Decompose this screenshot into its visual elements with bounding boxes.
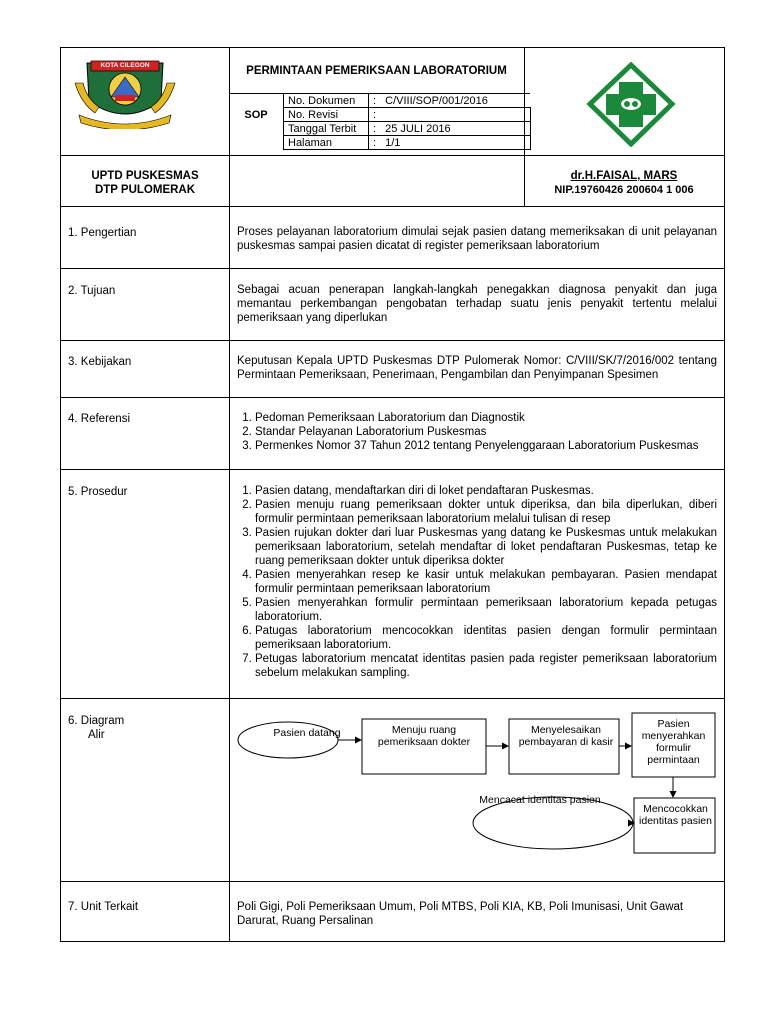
meta-row xyxy=(284,94,531,108)
sop-label: SOP xyxy=(244,109,268,121)
meta-value-cell xyxy=(369,94,531,108)
flow-node-menuju-ruang: Menuju ruang pemeriksaan dokter xyxy=(377,724,471,748)
org-name-line1: UPTD PUSKESMAS xyxy=(91,170,199,182)
meta-row xyxy=(284,108,531,122)
signer-name: dr.H.FAISAL, MARS xyxy=(570,170,678,182)
header-end-divider xyxy=(61,206,724,207)
row-divider xyxy=(61,469,724,470)
meta-label: No. Revisi xyxy=(284,108,369,122)
list-item: 3. Pasien rujukan dokter dari luar Puskesmas yang datang ke Puskesmas untuk melakukan pemeriksaan laboratorium, setelah mendaftar di loket pendaftaran Puskesmas, tetap ke ruang pemeriksaan dokter untuk diperiksa dokter xyxy=(255,526,717,568)
meta-row xyxy=(284,136,531,150)
meta-value: C/VIII/SOP/001/2016 xyxy=(385,94,488,107)
list-item: 3. Permenkes Nomor 37 Tahun 2012 tentang Penyelenggaraan Laboratorium Puskesmas xyxy=(255,439,717,453)
cilegon-logo-caption: KOTA CILEGON xyxy=(100,62,150,69)
section-label-referensi: 4. Referensi xyxy=(68,413,131,425)
row-divider xyxy=(61,397,724,398)
meta-value: 25 JULI 2016 xyxy=(385,122,451,135)
section-label-pengertian: 1. Pengertian xyxy=(68,227,137,239)
document-meta-table xyxy=(283,93,531,150)
meta-value xyxy=(376,109,382,121)
meta-sep: : xyxy=(373,94,377,107)
section-text-tujuan: Sebagai acuan penerapan langkah-langkah penegakkan diagnosa penyakit dan juga memantau perkembangan pengobatan terhadap suatu jenis penyakit tertentu melalui pemeriksaan yang diperlukan xyxy=(237,284,717,324)
list-item: 2. Standar Pelayanan Laboratorium Puskesmas xyxy=(255,425,717,439)
list-item: 7. Petugas laboratorium mencatat identitas pasien pada register pemeriksaan laboratorium sebelum melakukan sampling. xyxy=(255,652,717,680)
meta-label: Halaman xyxy=(284,136,369,150)
list-item: 6. Patugas laboratorium mencocokkan identitas pasien dengan formulir permintaan pemeriksaan laboratorium. xyxy=(255,624,717,652)
meta-sep: : xyxy=(373,108,377,121)
section-label-kebijakan: 3. Kebijakan xyxy=(68,356,132,368)
list-item: 1. Pasien datang, mendaftarkan diri di loket pendaftaran Puskesmas. xyxy=(255,484,717,498)
section-text-unit-terkait: Poli Gigi, Poli Pemeriksaan Umum, Poli MTBS, Poli KIA, KB, Poli Imunisasi, Unit Gawat Darurat, Ruang Persalinan xyxy=(237,901,684,927)
signer-nip: NIP.19760426 200604 1 006 xyxy=(554,184,694,196)
referensi-list xyxy=(237,411,717,453)
section-label-unit-terkait: 7. Unit Terkait xyxy=(68,901,139,913)
meta-sep: : xyxy=(373,122,377,135)
meta-value-cell xyxy=(369,122,531,136)
list-item: 5. Pasien menyerahkan formulir permintaan pemeriksaan laboratorium kepada petugas laboratorium. xyxy=(255,596,717,624)
flow-node-pembayaran: Menyelesaikan pembayaran di kasir xyxy=(518,724,614,748)
meta-value-cell xyxy=(369,136,531,150)
row-divider xyxy=(61,340,724,341)
flow-node-mencocokkan: Mencocokkan identitas pasien xyxy=(639,803,712,827)
section-text-pengertian: Proses pelayanan laboratorium dimulai sejak pasien datang memeriksakan di unit pelayanan puskesmas sampai pasien dicatat di register pemeriksaan laboratorium xyxy=(237,226,717,252)
row-divider xyxy=(61,268,724,269)
section-label-prosedur: 5. Prosedur xyxy=(68,486,128,498)
flow-node-pasien-datang: Pasien datang xyxy=(273,727,341,739)
section-label-diagram-line1: 6. Diagram xyxy=(68,715,125,727)
meta-value-cell xyxy=(369,108,531,122)
meta-value: 1/1 xyxy=(385,136,401,149)
row-divider xyxy=(61,881,724,882)
cilegon-logo xyxy=(65,57,185,129)
section-text-kebijakan: Keputusan Kepala UPTD Puskesmas DTP Pulomerak Nomor: C/VIII/SK/7/2016/002 tentang Permintaan Pemeriksaan, Penerimaan, Pengambilan dan Penyimpanan Spesimen xyxy=(237,355,717,381)
list-item: 4. Pasien menyerahkan resep ke kasir untuk melakukan pembayaran. Pasien mendapat formulir permintaan pemeriksaan laboratorium xyxy=(255,568,717,596)
document-title: PERMINTAAN PEMERIKSAAN LABORATORIUM xyxy=(246,65,507,77)
flow-node-mencatat: Mencacat identitas pasien xyxy=(479,794,601,806)
header-bottom-divider xyxy=(61,155,724,156)
sop-document xyxy=(60,47,725,942)
meta-label: No. Dokumen xyxy=(284,94,369,108)
section-label-diagram-line2: Alir xyxy=(88,729,105,741)
section-label-tujuan: 2. Tujuan xyxy=(68,285,116,297)
org-name-line2: DTP PULOMERAK xyxy=(94,184,196,196)
meta-label: Tanggal Terbit xyxy=(284,122,369,136)
meta-row xyxy=(284,122,531,136)
prosedur-list xyxy=(237,484,717,680)
puskesmas-logo xyxy=(586,62,676,147)
meta-sep: : xyxy=(373,136,377,149)
flow-node-menyerahkan-formulir: Pasien menyerahkan formulir permintaan xyxy=(641,718,706,766)
list-item: 2. Pasien menuju ruang pemeriksaan dokter untuk diperiksa, dan bila diperlukan, diberi formulir permintaan pemeriksaan laboratorium melalui tulisan di resep xyxy=(255,498,717,526)
list-item: 1. Pedoman Pemeriksaan Laboratorium dan Diagnostik xyxy=(255,411,717,425)
